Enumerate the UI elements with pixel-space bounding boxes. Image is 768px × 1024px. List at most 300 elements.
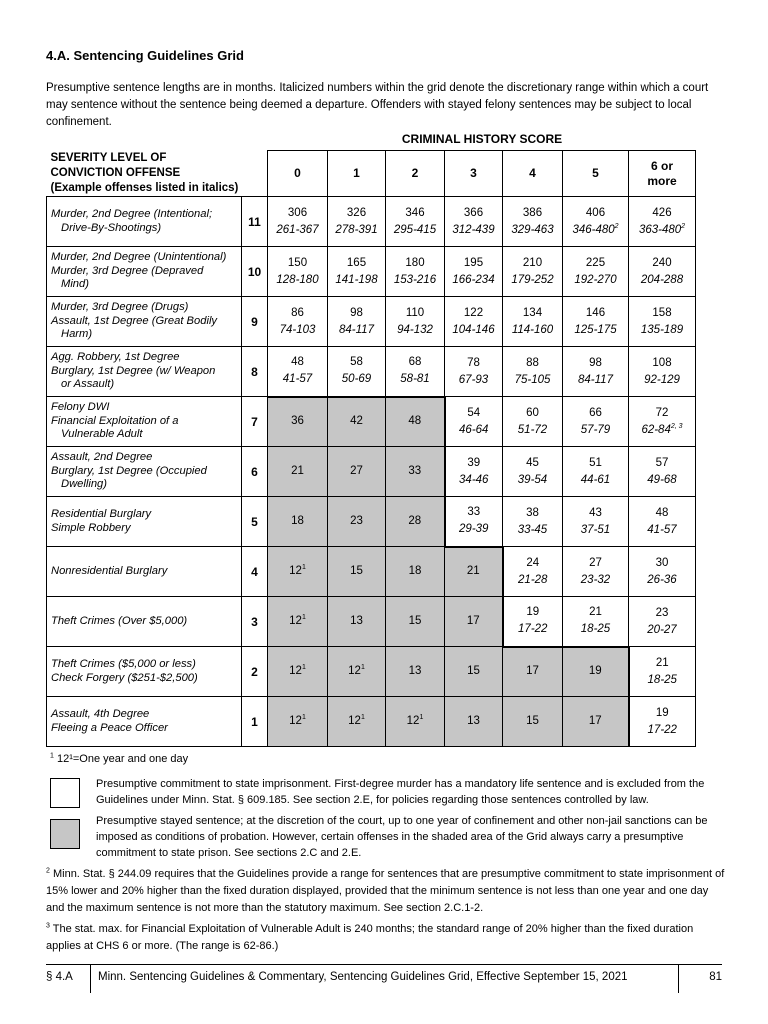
fixed-duration-value: 18 bbox=[408, 565, 422, 577]
fixed-duration-value: 13 bbox=[408, 665, 422, 677]
severity-level: 7 bbox=[242, 397, 268, 447]
offense-examples bbox=[47, 347, 242, 397]
fixed-duration-value: 54 bbox=[467, 406, 481, 419]
grid-cell bbox=[629, 547, 696, 597]
discretionary-range-value: 37-51 bbox=[580, 523, 611, 536]
fixed-duration bbox=[386, 354, 444, 371]
grid-cell bbox=[563, 297, 629, 347]
grid-cell bbox=[503, 497, 563, 547]
offense-line: Assault, 2nd Degree bbox=[51, 451, 153, 464]
discretionary-range-value: 84-117 bbox=[578, 373, 613, 386]
fixed-duration-value: 12 bbox=[289, 565, 302, 577]
discretionary-range-value: 94-132 bbox=[397, 323, 433, 336]
discretionary-range bbox=[386, 222, 444, 239]
discretionary-range-value: 58-81 bbox=[400, 373, 430, 386]
fixed-duration-value: 240 bbox=[652, 256, 672, 269]
footnote-3-text: The stat. max. for Financial Exploitation of Vulnerable Adult is 240 months; the standard range of 20% higher than the fixed duration applies at CHS 6 or more. (The range is 62-86.) bbox=[46, 923, 694, 952]
discretionary-range bbox=[563, 621, 628, 638]
grid-cell bbox=[445, 197, 503, 247]
fixed-duration bbox=[328, 305, 385, 322]
legend-white-swatch bbox=[50, 778, 80, 808]
fixed-duration bbox=[328, 463, 385, 480]
discretionary-range bbox=[386, 272, 444, 289]
fixed-duration bbox=[563, 355, 628, 372]
fixed-duration-value: 13 bbox=[350, 615, 363, 627]
column-header-5: 5 bbox=[563, 151, 629, 197]
fixed-duration bbox=[328, 663, 385, 680]
fixed-duration bbox=[563, 455, 628, 472]
fixed-duration bbox=[629, 555, 695, 572]
severity-level: 4 bbox=[242, 547, 268, 597]
grid-cell bbox=[445, 597, 503, 647]
footer-section: § 4.A bbox=[46, 971, 73, 983]
offense-line: Burglary, 1st Degree (Occupied bbox=[51, 464, 207, 477]
offense-line: Fleeing a Peace Officer bbox=[51, 721, 168, 734]
grid-cell bbox=[386, 497, 445, 547]
fixed-duration-value: 12 bbox=[348, 715, 361, 727]
fixed-duration-value: 42 bbox=[350, 415, 363, 428]
offense-examples bbox=[47, 197, 242, 247]
grid-row-level-5 bbox=[47, 497, 696, 547]
fixed-duration bbox=[629, 305, 695, 322]
fixed-duration-value: 15 bbox=[467, 665, 480, 677]
fixed-duration bbox=[386, 663, 444, 680]
discretionary-range-value: 34-46 bbox=[459, 473, 489, 486]
fixed-duration bbox=[268, 354, 327, 371]
grid-cell bbox=[268, 197, 328, 247]
grid-cell bbox=[503, 647, 563, 697]
grid-row-level-3 bbox=[47, 597, 696, 647]
criminal-history-score-title: CRIMINAL HISTORY SCORE bbox=[401, 132, 563, 146]
column-header-6: 6 or more bbox=[629, 151, 696, 197]
footnote-one-year-text: 12¹=One year and one day bbox=[56, 753, 189, 765]
footnote-mark-3: 3 bbox=[46, 922, 50, 930]
fixed-duration-value: 27 bbox=[589, 556, 602, 569]
fixed-duration bbox=[386, 563, 444, 580]
discretionary-range-value: 26-36 bbox=[647, 573, 677, 586]
fixed-duration bbox=[503, 355, 562, 372]
fixed-duration-value: 48 bbox=[655, 506, 669, 519]
offense-examples bbox=[47, 697, 242, 747]
fixed-duration bbox=[386, 613, 444, 630]
severity-level: 10 bbox=[242, 247, 268, 297]
grid-cell bbox=[629, 597, 696, 647]
fixed-duration-value: 17 bbox=[526, 665, 539, 678]
fixed-duration bbox=[629, 455, 695, 472]
fixed-duration-value: 23 bbox=[350, 515, 363, 527]
fixed-duration bbox=[268, 513, 327, 530]
grid-row-level-8 bbox=[47, 347, 696, 397]
discretionary-range bbox=[563, 522, 628, 539]
grid-cell bbox=[328, 447, 386, 497]
footnote-ref: 2 bbox=[681, 222, 686, 230]
discretionary-range-value: 261-367 bbox=[276, 223, 319, 236]
offense-line: Harm) bbox=[61, 328, 93, 341]
grid-row-level-6 bbox=[47, 447, 696, 497]
offense-line: Check Forgery ($251-$2,500) bbox=[51, 671, 198, 684]
discretionary-range bbox=[563, 572, 628, 589]
offense-line: Residential Burglary bbox=[51, 508, 152, 520]
discretionary-range bbox=[446, 422, 503, 439]
offense-examples bbox=[47, 447, 242, 497]
grid-row-level-7 bbox=[47, 397, 696, 447]
discretionary-range-value: 20-27 bbox=[647, 623, 677, 636]
footnote-2-text: Minn. Stat. § 244.09 requires that the Guidelines provide a range for sentences that are presumptive commitment to state imprisonment of 15% lower and 20% higher than the fixed duration displayed, provided that the minimum sentence is not less than one year and one day and the maximum sentence is not more than the statutory maximum. See section 2.C.1-2. bbox=[46, 868, 725, 914]
grid-row-level-1 bbox=[47, 697, 696, 747]
offense-line: Dwelling) bbox=[61, 478, 108, 491]
offense-line: Murder, 2nd Degree (Unintentional) bbox=[51, 251, 227, 264]
offense-examples bbox=[47, 547, 242, 597]
fixed-duration bbox=[328, 205, 385, 222]
severity-level: 8 bbox=[242, 347, 268, 397]
grid-cell bbox=[328, 497, 386, 547]
discretionary-range-value: 141-198 bbox=[335, 273, 378, 286]
discretionary-range-value: 41-57 bbox=[282, 373, 313, 386]
legend-white-text: Presumptive commitment to state imprisonment. First-degree murder has a mandatory life sentence and is excluded from the Guidelines under Minn. Stat. § 609.185. See section 2.E, for policies regarding those sentences controlled by law. bbox=[96, 778, 705, 806]
sentencing-grid bbox=[46, 150, 696, 747]
offense-line: Nonresidential Burglary bbox=[51, 564, 168, 577]
discretionary-range bbox=[386, 322, 444, 339]
discretionary-range bbox=[629, 472, 695, 489]
fixed-duration bbox=[445, 255, 502, 272]
grid-cell bbox=[563, 597, 629, 647]
grid-cell bbox=[563, 347, 629, 397]
discretionary-range-value: 46-64 bbox=[459, 423, 489, 436]
offense-line: Assault, 1st Degree (Great Bodily bbox=[51, 314, 218, 327]
discretionary-range-value: 74-103 bbox=[279, 323, 316, 336]
corner-line-1: SEVERITY LEVEL OF bbox=[50, 151, 167, 164]
offense-examples bbox=[47, 247, 242, 297]
discretionary-range bbox=[386, 371, 444, 388]
discretionary-range-value: 41-57 bbox=[647, 523, 677, 536]
fixed-duration-value: 33 bbox=[408, 465, 422, 477]
fixed-duration bbox=[503, 663, 562, 680]
fixed-duration-value: 98 bbox=[589, 356, 602, 369]
fixed-duration-value: 326 bbox=[346, 206, 367, 219]
fixed-duration-value: 86 bbox=[291, 306, 304, 319]
fixed-duration-value: 150 bbox=[287, 256, 308, 269]
grid-cell bbox=[563, 547, 629, 597]
fixed-duration-value: 19 bbox=[526, 606, 540, 619]
fixed-duration bbox=[503, 255, 562, 272]
fixed-duration-value: 36 bbox=[291, 415, 304, 428]
severity-level-header bbox=[47, 151, 268, 197]
fixed-duration bbox=[386, 713, 444, 730]
fixed-duration-value: 60 bbox=[526, 406, 539, 419]
grid-cell bbox=[268, 697, 328, 747]
offense-line: Mind) bbox=[61, 278, 89, 291]
discretionary-range bbox=[563, 272, 628, 289]
grid-cell bbox=[629, 697, 696, 747]
column-header-2: 2 bbox=[386, 151, 445, 197]
discretionary-range bbox=[328, 322, 385, 339]
fixed-duration-value: 180 bbox=[405, 256, 425, 269]
fixed-duration bbox=[446, 504, 503, 521]
footnote-mark-2: 2 bbox=[46, 867, 50, 875]
footnote-2 bbox=[46, 866, 726, 917]
discretionary-range bbox=[328, 222, 385, 239]
fixed-duration bbox=[328, 354, 385, 371]
grid-cell bbox=[629, 497, 696, 547]
fixed-duration-value: 48 bbox=[291, 356, 304, 369]
footer-title: Minn. Sentencing Guidelines & Commentary, Sentencing Guidelines Grid, Effective September 15, 2021 bbox=[98, 971, 628, 983]
fixed-duration bbox=[563, 255, 628, 272]
severity-level: 5 bbox=[242, 497, 268, 547]
grid-cell bbox=[386, 597, 445, 647]
fixed-duration-value: 18 bbox=[291, 515, 304, 527]
grid-cell bbox=[386, 447, 445, 497]
grid-cell bbox=[563, 447, 629, 497]
offense-line: Felony DWI bbox=[51, 401, 110, 414]
fixed-duration-value: 134 bbox=[522, 306, 543, 319]
grid-row-level-9 bbox=[47, 297, 696, 347]
discretionary-range-value: 278-391 bbox=[335, 223, 378, 236]
fixed-duration-value: 43 bbox=[589, 506, 602, 519]
fixed-duration-value: 57 bbox=[655, 456, 669, 469]
fixed-duration bbox=[445, 613, 502, 630]
severity-level: 1 bbox=[242, 697, 268, 747]
discretionary-range-value: 329-463 bbox=[511, 223, 554, 236]
fixed-duration-value: 66 bbox=[589, 406, 602, 419]
fixed-duration-value: 19 bbox=[588, 665, 602, 678]
grid-cell bbox=[445, 347, 503, 397]
footnote-ref: 1 bbox=[419, 714, 424, 722]
footnote-ref: 1 bbox=[360, 714, 365, 722]
grid-cell bbox=[445, 647, 503, 697]
discretionary-range-value: 21-28 bbox=[518, 573, 548, 586]
discretionary-range bbox=[503, 522, 562, 539]
discretionary-range bbox=[629, 322, 695, 339]
fixed-duration-value: 108 bbox=[652, 356, 672, 369]
grid-cell bbox=[503, 197, 563, 247]
fixed-duration bbox=[563, 663, 628, 680]
grid-cell bbox=[268, 397, 328, 447]
discretionary-range-value: 295-415 bbox=[393, 223, 437, 236]
grid-cell bbox=[563, 397, 629, 447]
fixed-duration bbox=[386, 305, 444, 322]
discretionary-range-value: 50-69 bbox=[341, 373, 372, 386]
offense-line: Vulnerable Adult bbox=[61, 428, 143, 441]
grid-cell bbox=[629, 347, 696, 397]
fixed-duration bbox=[563, 505, 628, 522]
discretionary-range-value: 179-252 bbox=[511, 273, 554, 286]
severity-level: 11 bbox=[242, 197, 268, 247]
discretionary-range bbox=[446, 472, 503, 489]
discretionary-range-value: 18-25 bbox=[580, 623, 611, 636]
fixed-duration-value: 48 bbox=[408, 415, 422, 428]
fixed-duration-value: 158 bbox=[652, 306, 672, 319]
footnote-ref: 2, 3 bbox=[670, 422, 683, 430]
grid-cell bbox=[503, 247, 563, 297]
offense-line: or Assault) bbox=[61, 378, 115, 391]
grid-row-level-11 bbox=[47, 197, 696, 247]
fixed-duration bbox=[268, 613, 327, 630]
fixed-duration bbox=[563, 405, 628, 422]
fixed-duration-value: 28 bbox=[408, 515, 422, 527]
footer-page-number: 81 bbox=[709, 971, 722, 983]
footnote-mark-1: 1 bbox=[50, 752, 54, 760]
discretionary-range bbox=[563, 472, 628, 489]
discretionary-range-value: 17-22 bbox=[518, 623, 548, 636]
legend-gray-text: Presumptive stayed sentence; at the discretion of the court, up to one year of confinement and other non-jail sanctions can be imposed as conditions of probation. However, certain offenses in the shaded area of the Grid always carry a presumptive commitment to state prison. See sections 2.C and 2.E. bbox=[96, 815, 708, 859]
grid-cell bbox=[328, 247, 386, 297]
discretionary-range-value: 49-68 bbox=[647, 473, 677, 486]
fixed-duration bbox=[629, 205, 695, 222]
fixed-duration bbox=[563, 205, 628, 222]
fixed-duration-value: 78 bbox=[467, 356, 480, 369]
discretionary-range bbox=[630, 672, 696, 689]
discretionary-range-value: 33-45 bbox=[517, 523, 548, 536]
footnote-ref: 1 bbox=[360, 664, 365, 672]
footer-divider-left bbox=[90, 965, 91, 993]
discretionary-range bbox=[563, 322, 628, 339]
discretionary-range bbox=[504, 572, 563, 589]
fixed-duration bbox=[630, 655, 696, 672]
severity-level: 2 bbox=[242, 647, 268, 697]
intro-paragraph: Presumptive sentence lengths are in months. Italicized numbers within the grid denote the discretionary range within which a court may sentence without the sentence being deemed a departure. Offenders with stayed felony sentences may be subject to local confinement. bbox=[46, 82, 709, 128]
grid-cell bbox=[445, 247, 503, 297]
grid-cell bbox=[328, 597, 386, 647]
offense-examples bbox=[47, 297, 242, 347]
grid-cell bbox=[268, 247, 328, 297]
legend-gray-swatch bbox=[50, 819, 80, 849]
corner-line-2: CONVICTION OFFENSE bbox=[50, 166, 181, 179]
discretionary-range-value: 39-54 bbox=[517, 473, 548, 486]
fixed-duration bbox=[629, 605, 695, 622]
fixed-duration bbox=[503, 305, 562, 322]
fixed-duration-value: 306 bbox=[287, 206, 308, 219]
offense-line: Drive-By-Shootings) bbox=[61, 221, 162, 234]
discretionary-range-value: 84-117 bbox=[339, 323, 374, 336]
grid-cell bbox=[386, 647, 445, 697]
fixed-duration-value: 72 bbox=[655, 406, 669, 419]
fixed-duration-value: 110 bbox=[405, 306, 425, 319]
page-footer bbox=[46, 965, 722, 993]
fixed-duration-value: 15 bbox=[408, 615, 422, 627]
discretionary-range bbox=[629, 522, 695, 539]
grid-cell bbox=[503, 697, 563, 747]
discretionary-range-value: 23-32 bbox=[580, 573, 611, 586]
fixed-duration-value: 30 bbox=[655, 556, 669, 569]
fixed-duration bbox=[629, 505, 695, 522]
discretionary-range-value: 17-22 bbox=[647, 723, 677, 736]
discretionary-range bbox=[503, 422, 562, 439]
fixed-duration bbox=[268, 713, 327, 730]
severity-level: 3 bbox=[242, 597, 268, 647]
grid-row-level-2 bbox=[47, 647, 696, 697]
grid-cell bbox=[328, 697, 386, 747]
discretionary-range bbox=[563, 222, 628, 239]
grid-cell bbox=[328, 397, 386, 447]
grid-cell bbox=[268, 447, 328, 497]
fixed-duration-value: 19 bbox=[655, 706, 669, 719]
grid-cell bbox=[563, 697, 629, 747]
fixed-duration-value: 122 bbox=[463, 306, 484, 319]
discretionary-range bbox=[268, 371, 327, 388]
grid-cell bbox=[268, 597, 328, 647]
grid-cell bbox=[503, 297, 563, 347]
fixed-duration-value: 88 bbox=[526, 356, 539, 369]
fixed-duration bbox=[386, 205, 444, 222]
fixed-duration bbox=[503, 713, 562, 730]
fixed-duration bbox=[445, 305, 502, 322]
discretionary-range-value: 104-146 bbox=[452, 323, 495, 336]
column-header-1: 1 bbox=[328, 151, 386, 197]
discretionary-range bbox=[563, 422, 628, 439]
fixed-duration bbox=[563, 713, 628, 730]
fixed-duration-value: 386 bbox=[522, 206, 543, 219]
fixed-duration bbox=[629, 405, 695, 422]
fixed-duration-value: 58 bbox=[350, 356, 363, 369]
fixed-duration bbox=[445, 205, 502, 222]
grid-cell bbox=[268, 497, 328, 547]
fixed-duration-value: 12 bbox=[289, 665, 302, 677]
discretionary-range-value: 153-216 bbox=[393, 273, 437, 286]
grid-cell bbox=[386, 347, 445, 397]
grid-cell bbox=[503, 397, 563, 447]
fixed-duration bbox=[328, 413, 385, 430]
footnote-3 bbox=[46, 921, 726, 955]
fixed-duration-value: 51 bbox=[589, 456, 602, 469]
offense-line: Burglary, 1st Degree (w/ Weapon bbox=[51, 364, 216, 377]
fixed-duration-value: 24 bbox=[526, 556, 540, 569]
fixed-duration-value: 21 bbox=[466, 565, 480, 578]
fixed-duration bbox=[503, 405, 562, 422]
grid-cell bbox=[328, 647, 386, 697]
discretionary-range bbox=[503, 272, 562, 289]
grid-cell bbox=[386, 547, 445, 597]
grid-cell bbox=[328, 297, 386, 347]
fixed-duration bbox=[504, 604, 563, 621]
footer-divider-right bbox=[678, 965, 679, 993]
discretionary-range bbox=[268, 322, 327, 339]
grid-cell bbox=[268, 547, 328, 597]
column-header-3: 3 bbox=[445, 151, 503, 197]
discretionary-range-value: 363-480 bbox=[638, 223, 682, 236]
fixed-duration-value: 195 bbox=[463, 256, 484, 269]
fixed-duration bbox=[268, 663, 327, 680]
offense-line: Simple Robbery bbox=[51, 521, 131, 534]
grid-cell bbox=[563, 197, 629, 247]
fixed-duration-value: 12 bbox=[289, 715, 302, 727]
discretionary-range-value: 57-79 bbox=[580, 423, 611, 436]
discretionary-range bbox=[629, 272, 695, 289]
grid-cell bbox=[328, 347, 386, 397]
footnote-ref: 1 bbox=[301, 664, 306, 672]
fixed-duration-value: 33 bbox=[467, 506, 481, 519]
grid-row-level-10 bbox=[47, 247, 696, 297]
grid-cell bbox=[629, 647, 696, 697]
fixed-duration bbox=[563, 305, 628, 322]
fixed-duration bbox=[328, 513, 385, 530]
fixed-duration bbox=[445, 713, 502, 730]
offense-examples bbox=[47, 397, 242, 447]
fixed-duration-value: 17 bbox=[588, 715, 602, 727]
footnote-ref: 2 bbox=[614, 222, 619, 230]
offense-line: Murder, 2nd Degree (Intentional; bbox=[51, 208, 213, 220]
fixed-duration-value: 346 bbox=[405, 206, 425, 219]
fixed-duration-value: 15 bbox=[526, 715, 539, 727]
fixed-duration-value: 21 bbox=[655, 656, 669, 669]
fixed-duration-value: 406 bbox=[585, 206, 606, 219]
discretionary-range bbox=[445, 272, 502, 289]
grid-cell bbox=[268, 347, 328, 397]
discretionary-range-value: 18-25 bbox=[647, 673, 677, 686]
fixed-duration-value: 165 bbox=[346, 256, 367, 269]
discretionary-range-value: 128-180 bbox=[276, 273, 319, 286]
fixed-duration-value: 21 bbox=[291, 465, 304, 477]
offense-line: Theft Crimes ($5,000 or less) bbox=[51, 658, 196, 670]
